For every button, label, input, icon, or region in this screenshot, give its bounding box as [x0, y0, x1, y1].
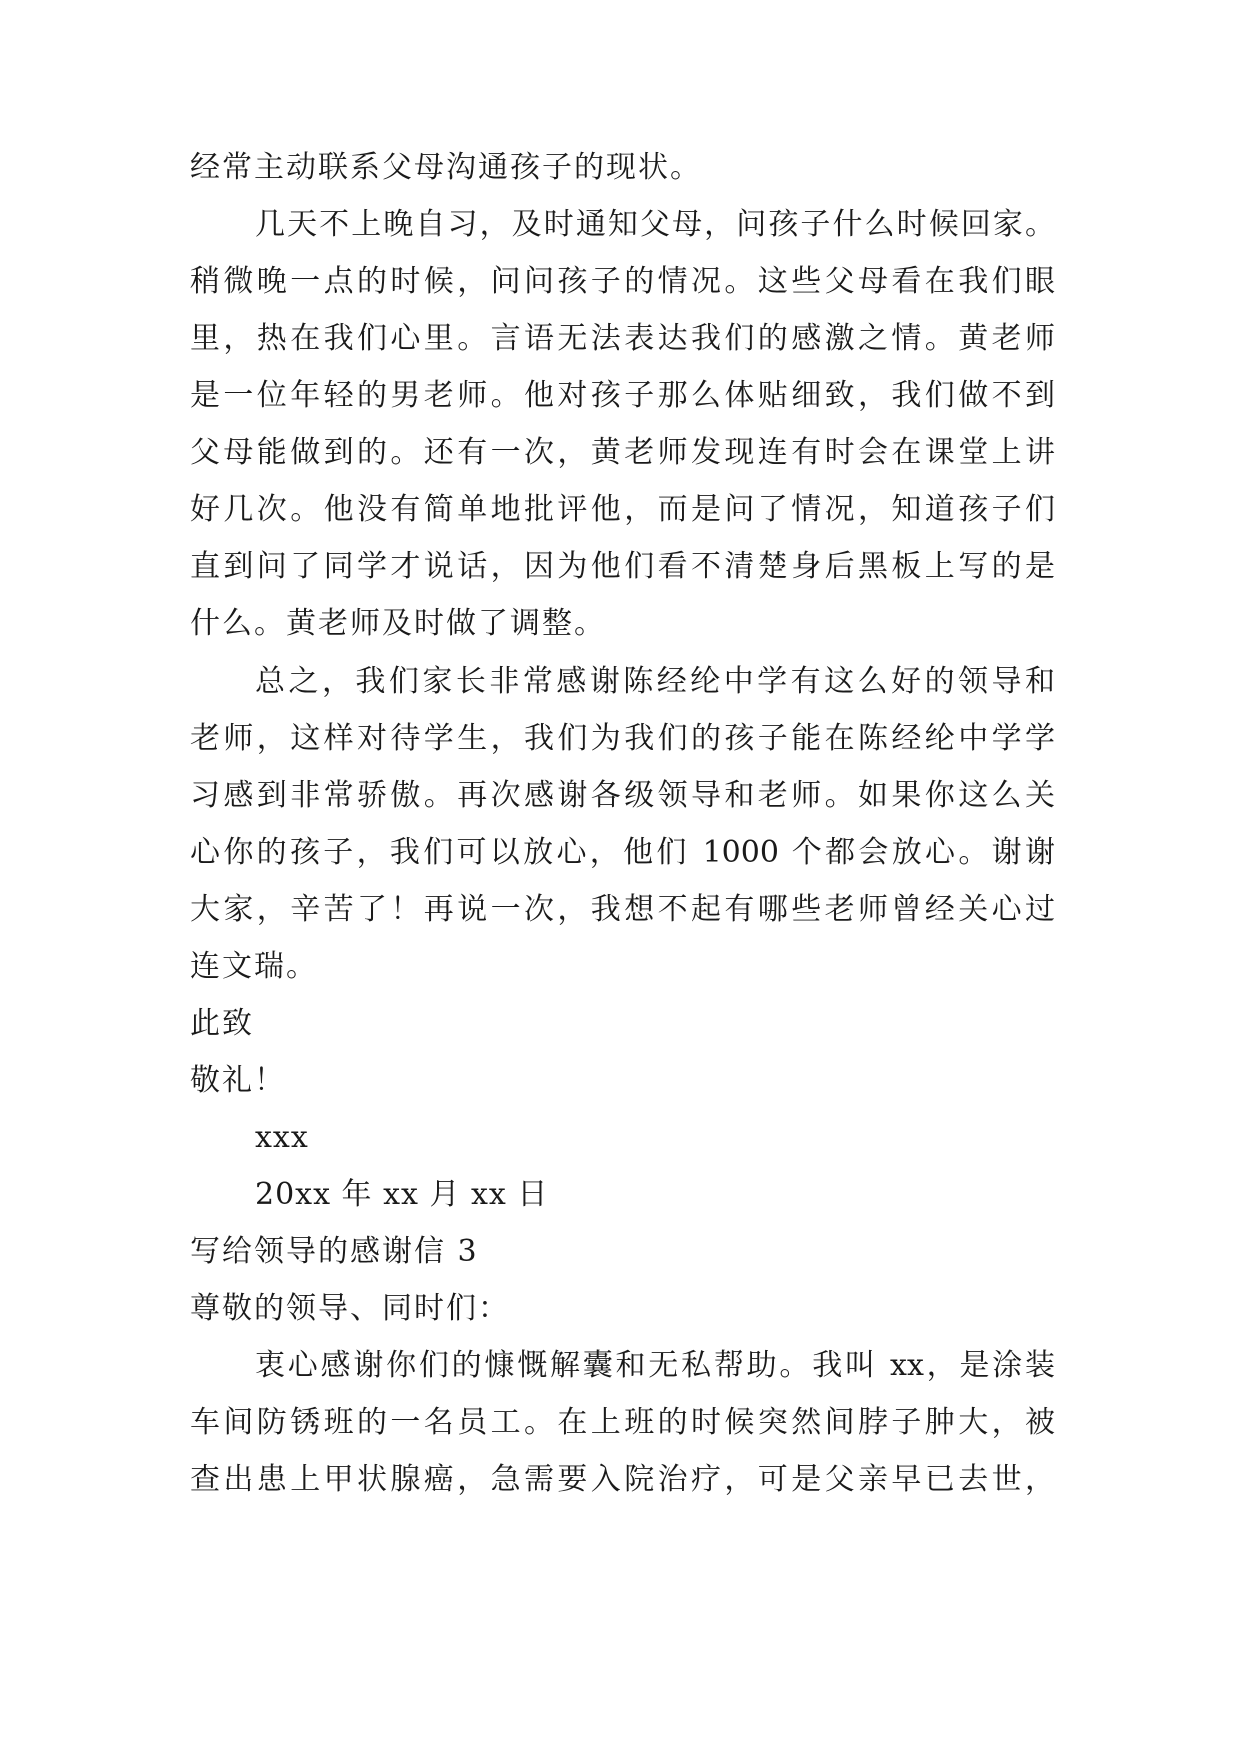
paragraph-line: 好几次。他没有简单地批评他，而是问了情况，知道孩子们 [190, 492, 1055, 527]
paragraph-line: 车间防锈班的一名员工。在上班的时候突然间脖子肿大，被 [190, 1405, 1055, 1440]
paragraph-line: 总之，我们家长非常感谢陈经纶中学有这么好的领导和 [255, 664, 1055, 699]
paragraph-line: 里，热在我们心里。言语无法表达我们的感激之情。黄老师 [190, 321, 1055, 356]
letter-greeting: 尊敬的领导、同时们： [190, 1291, 510, 1326]
closing-salutation: 敬礼！ [190, 1063, 286, 1098]
paragraph-line: 习感到非常骄傲。再次感谢各级领导和老师。如果你这么关 [190, 778, 1055, 813]
paragraph-line: 直到问了同学才说话，因为他们看不清楚身后黑板上写的是 [190, 549, 1055, 584]
paragraph-line: 什么。黄老师及时做了调整。 [190, 606, 606, 641]
paragraph-line: 老师，这样对待学生，我们为我们的孩子能在陈经纶中学学 [190, 721, 1055, 756]
paragraph-line: 稍微晚一点的时候，问问孩子的情况。这些父母看在我们眼 [190, 264, 1055, 299]
paragraph-line: 衷心感谢你们的慷慨解囊和无私帮助。我叫 xx，是涂装 [255, 1348, 1055, 1383]
paragraph-line: 查出患上甲状腺癌，急需要入院治疗，可是父亲早已去世， [190, 1462, 1055, 1497]
paragraph-line: 几天不上晚自习，及时通知父母，问孩子什么时候回家。 [255, 207, 1055, 242]
letter-title: 写给领导的感谢信 3 [190, 1234, 479, 1269]
paragraph-line: 是一位年轻的男老师。他对孩子那么体贴细致，我们做不到 [190, 378, 1055, 413]
paragraph-line: 父母能做到的。还有一次，黄老师发现连有时会在课堂上讲 [190, 435, 1055, 470]
paragraph-line: 心你的孩子，我们可以放心，他们 1000 个都会放心。谢谢 [190, 835, 1055, 870]
closing-line: 此致 [190, 1006, 254, 1041]
signature-name: xxx [255, 1120, 309, 1155]
paragraph-line: 大家，辛苦了！再说一次，我想不起有哪些老师曾经关心过 [190, 892, 1055, 927]
paragraph-line: 经常主动联系父母沟通孩子的现状。 [190, 150, 702, 185]
signature-date: 20xx 年 xx 月 xx 日 [255, 1177, 549, 1212]
paragraph-line: 连文瑞。 [190, 949, 318, 984]
